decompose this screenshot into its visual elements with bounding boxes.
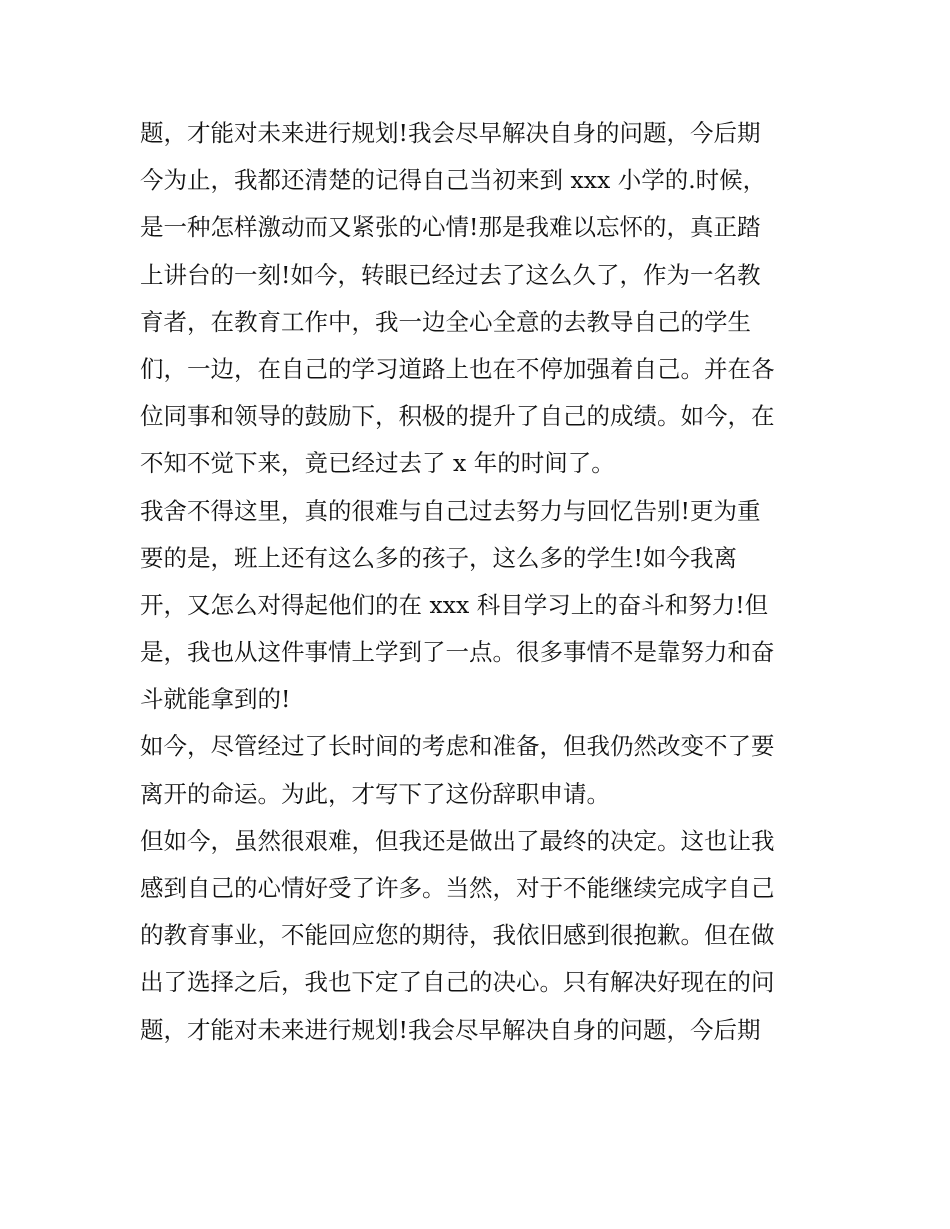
text-line: 位同事和领导的鼓励下，积极的提升了自己的成绩。如今，在 (140, 402, 775, 431)
text-line: 题，才能对未来进行规划!我会尽早解决自身的问题，今后期 (140, 1015, 761, 1044)
text-line: 育者，在教育工作中，我一边全心全意的去教导自己的学生 (140, 307, 751, 336)
text-line: 如今，尽管经过了长时间的考虑和准备，但我仍然改变不了要 (140, 732, 775, 761)
text-line: 要的是，班上还有这么多的孩子，这么多的学生!如今我离 (140, 543, 737, 572)
text-line: 离开的命运。为此，才写下了这份辞职申请。 (140, 779, 610, 808)
text-line: 不知不觉下来，竟已经过去了 x 年的时间了。 (140, 449, 615, 478)
text-line: 开，又怎么对得起他们的在 xxx 科目学习上的奋斗和努力!但 (140, 590, 769, 619)
text-line: 是一种怎样激动而又紧张的心情!那是我难以忘怀的，真正踏 (140, 213, 761, 242)
text-line: 斗就能拿到的! (140, 685, 291, 714)
text-line: 但如今，虽然很艰难，但我还是做出了最终的决定。这也让我 (140, 826, 775, 855)
text-line: 出了选择之后，我也下定了自己的决心。只有解决好现在的问 (140, 968, 775, 997)
text-line: 们，一边，在自己的学习道路上也在不停加强着自己。并在各 (140, 354, 775, 383)
text-line: 题，才能对未来进行规划!我会尽早解决自身的问题，今后期 (140, 119, 761, 147)
document-body (140, 110, 820, 1054)
text-line: 今为止，我都还清楚的记得自己当初来到 xxx 小学的.时候， (140, 166, 767, 195)
text-line: 上讲台的一刻!如今，转眼已经过去了这么久了，作为一名教 (140, 260, 761, 289)
text-line: 的教育事业，不能回应您的期待，我依旧感到很抱歉。但在做 (140, 921, 775, 950)
text-line: 我舍不得这里，真的很难与自己过去努力与回忆告别!更为重 (140, 496, 761, 525)
text-line: 是，我也从这件事情上学到了一点。很多事情不是靠努力和奋 (140, 638, 775, 667)
text-line: 感到自己的心情好受了许多。当然，对于不能继续完成字自己 (140, 874, 775, 902)
